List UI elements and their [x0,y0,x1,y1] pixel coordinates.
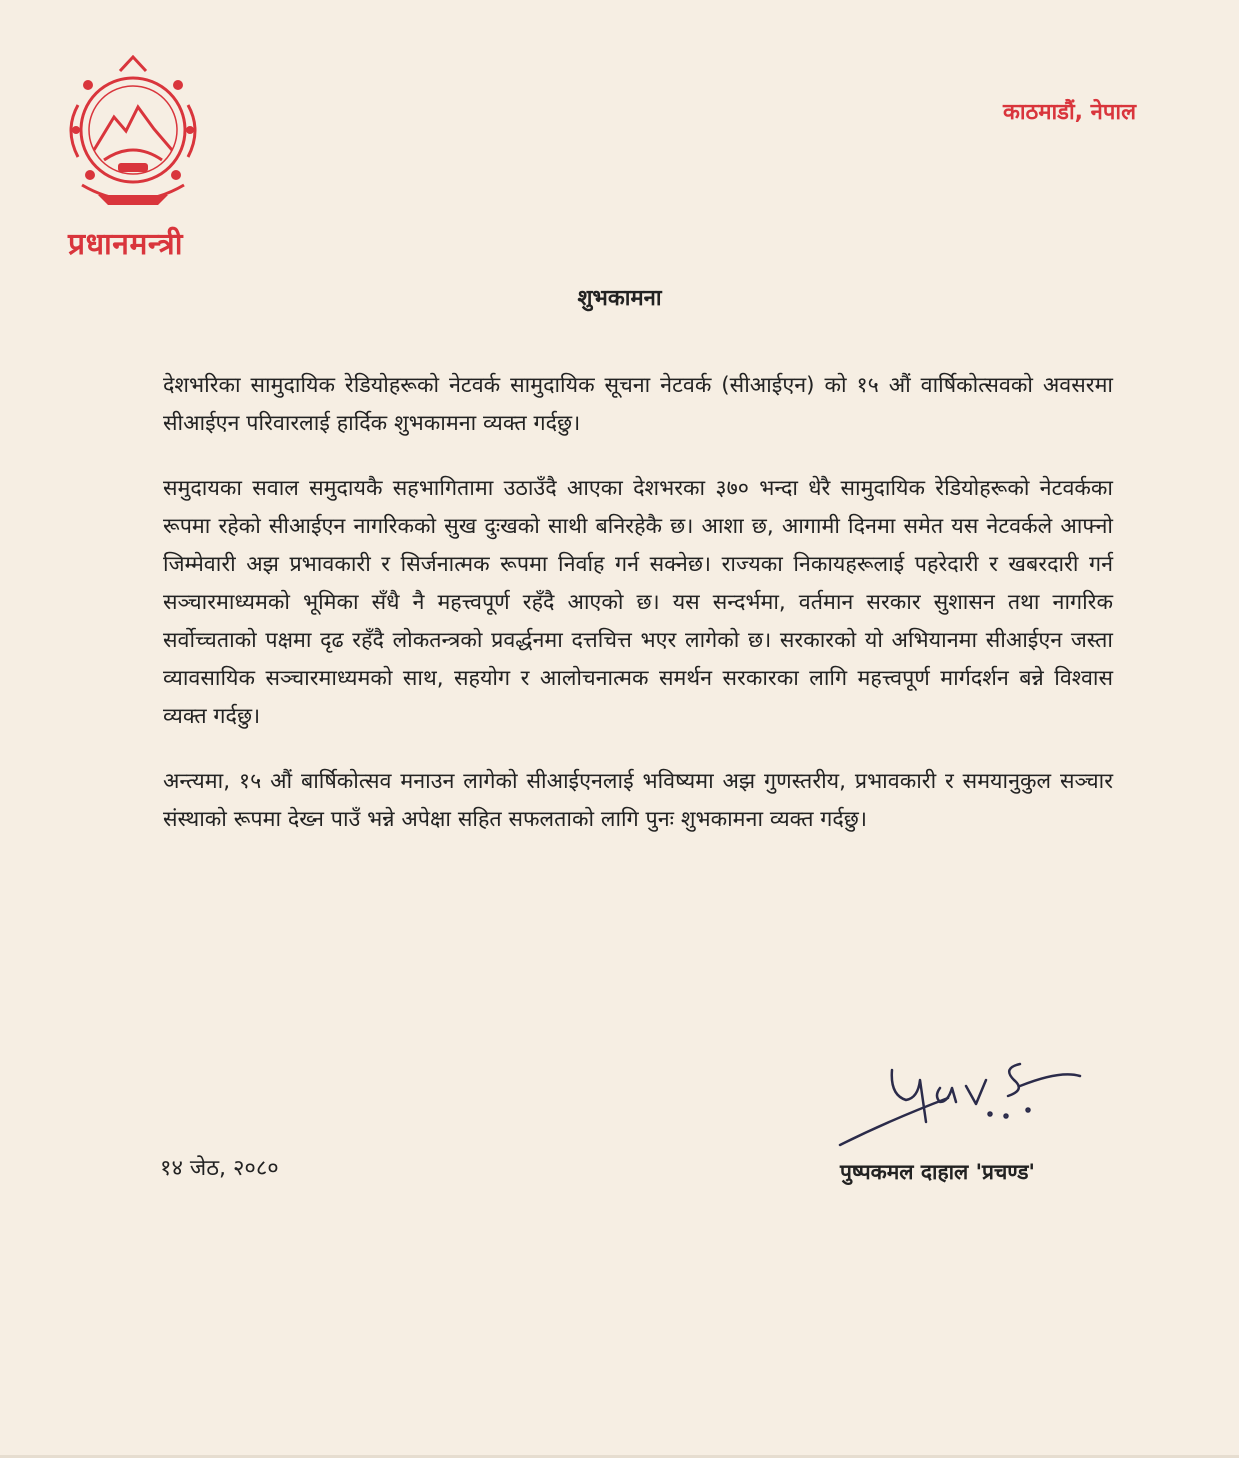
location-label: काठमाडौं, नेपाल [1002,100,1136,125]
nepal-emblem-icon [58,55,208,215]
paragraph-2: समुदायका सवाल समुदायकै सहभागितामा उठाउँदै आएका देशभरका ३७० भन्दा धेरै सामुदायिक रेडियोहरूको नेटवर्कका रूपमा रहेको सीआईएन नागरिकको सुख दुःखको साथी बनिरहेकै छ। आशा छ, आगामी दिनमा समेत यस नेटवर्कले आफ्नो जिम्मेवारी अझ प्रभावकारी र सिर्जनात्मक रूपमा निर्वाह गर्न सक्नेछ। राज्यका निकायहरूलाई पहरेदारी र खबरदारी गर्न सञ्चारमाध्यमको भूमिका सँधै नै महत्त्वपूर्ण रहँदै आएको छ। यस सन्दर्भमा, वर्तमान सरकार सुशासन तथा नागरिक सर्वोच्चताको पक्षमा दृढ रहँदै लोकतन्त्रको प्रवर्द्धनमा दत्तचित्त भएर लागेको छ। सरकारको यो अभियानमा सीआईएन जस्ता व्यावसायिक सञ्चारमाध्यमको साथ, सहयोग र आलोचनात्मक समर्थन सरकारका लागि महत्त्वपूर्ण मार्गदर्शन बन्ने विश्वास व्यक्त गर्दछु। [163,476,1113,729]
paragraph-3: अन्त्यमा, १५ औं बार्षिकोत्सव मनाउन लागेको सीआईएनलाई भविष्यमा अझ गुणस्तरीय, प्रभावकारी र समयानुकुल सञ्चार संस्थाको रूपमा देख्न पाउँ भन्ने अपेक्षा सहित सफलताको लागि पुनः शुभकामना व्यक्त गर्दछु। [163,769,1113,832]
letter-body [163,367,1113,866]
letter-date: १४ जेठ, २०८० [160,1156,279,1181]
signatory-name: पुष्पकमल दाहाल 'प्रचण्ड' [840,1160,1035,1184]
paragraph-1: देशभरिका सामुदायिक रेडियोहरूको नेटवर्क सामुदायिक सूचना नेटवर्क (सीआईएन) को १५ औं वार्षिकोत्सवको अवसरमा सीआईएन परिवारलाई हार्दिक शुभकामना व्यक्त गर्दछु। [163,373,1113,436]
letter-heading: शुभकामना [577,286,662,311]
office-title: प्रधानमन्त्री [68,227,183,262]
signature [830,1040,1090,1160]
